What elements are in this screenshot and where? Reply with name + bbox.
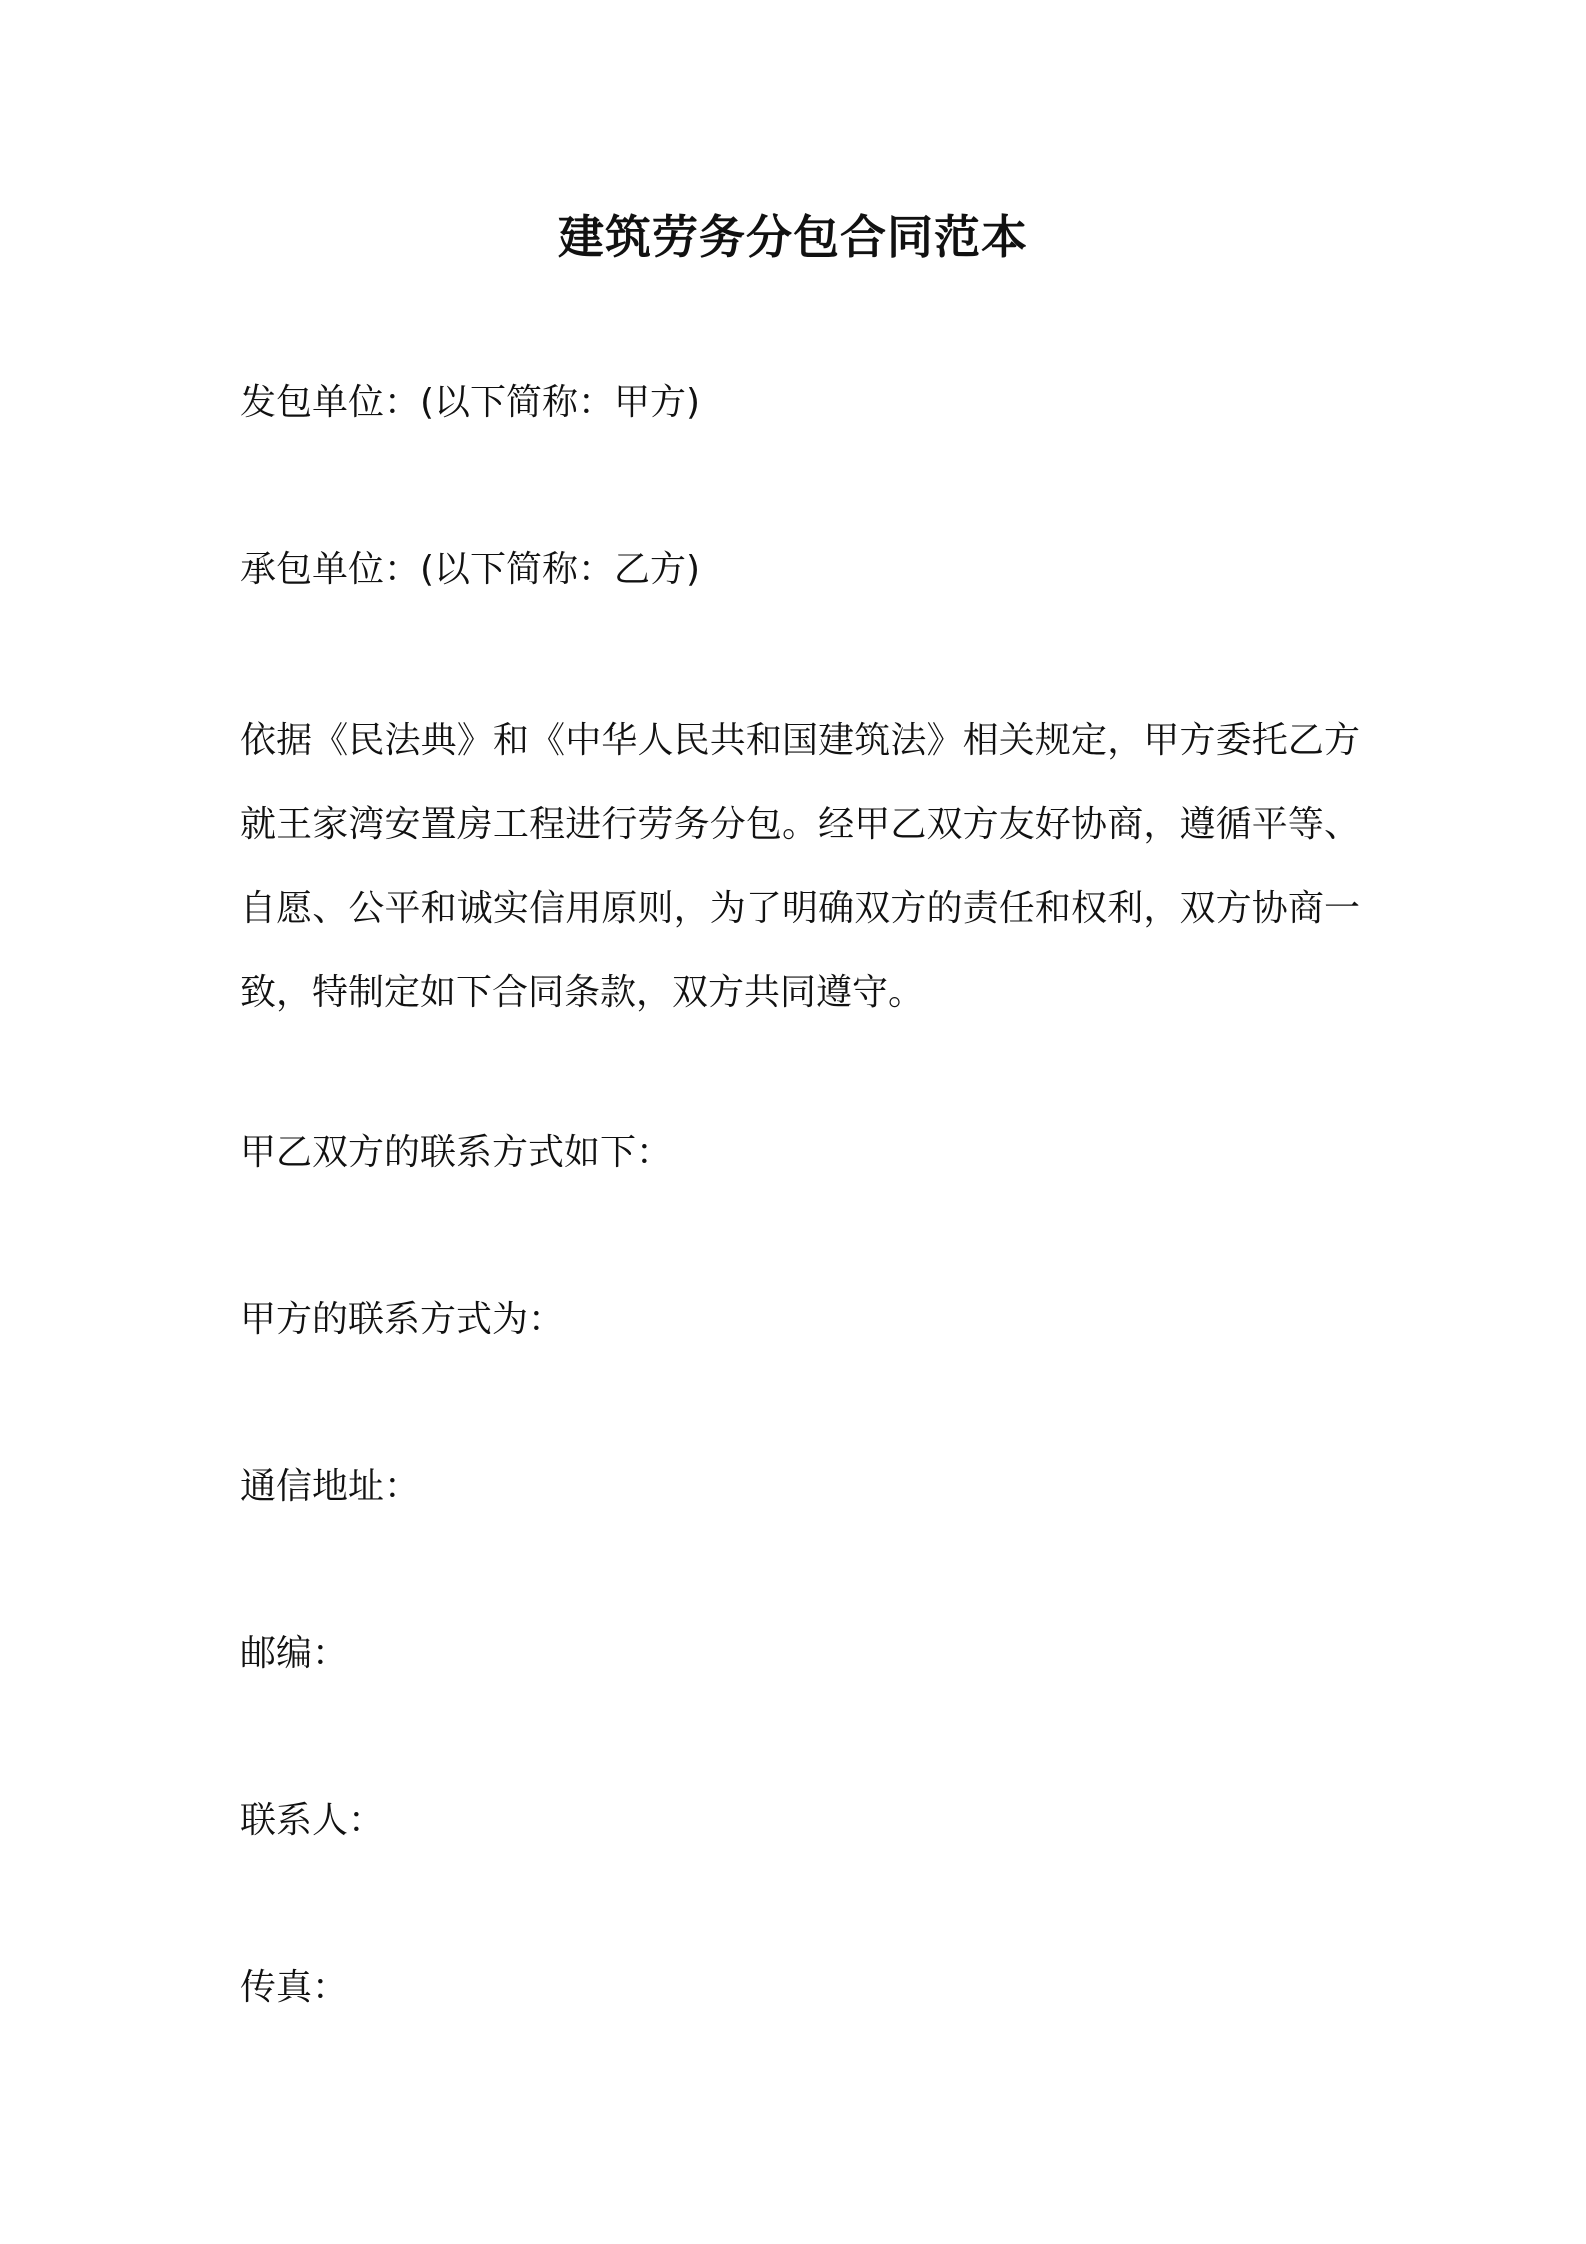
contact-intro-line: 甲乙双方的联系方式如下： xyxy=(240,1132,673,1173)
fax-label: 传真： xyxy=(240,1967,349,2008)
contact-person-label: 联系人： xyxy=(240,1800,385,1841)
document-title: 建筑劳务分包合同范本 xyxy=(558,210,1028,264)
contractor-line: 承包单位：(以下简称：乙方) xyxy=(240,549,701,590)
intro-paragraph: 依据《民法典》和《中华人民共和国建筑法》相关规定，甲方委托乙方就王家湾安置房工程进行劳务分包。经甲乙双方友好协商，遵循平等、自愿、公平和诚实信用原则，为了明确双方的责任和权利，双方协商一致，特制定如下合同条款，双方共同遵守。 xyxy=(240,720,1360,1013)
party-a-contact-heading: 甲方的联系方式为： xyxy=(240,1299,565,1340)
postcode-label: 邮编： xyxy=(240,1633,349,1674)
address-label: 通信地址： xyxy=(240,1466,421,1507)
employer-line: 发包单位：(以下简称：甲方) xyxy=(240,382,701,423)
